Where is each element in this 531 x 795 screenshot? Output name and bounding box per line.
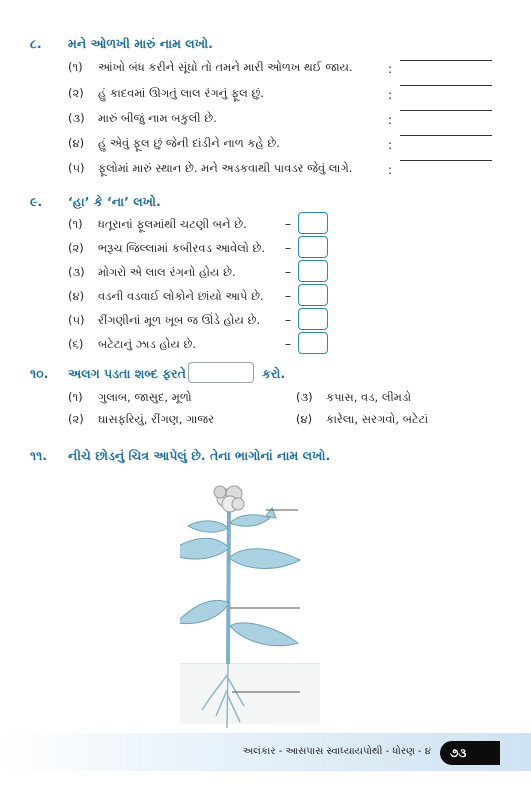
q8-item-2-colon: : [388,88,393,102]
q8-item-1 [68,60,353,75]
q9-item-4-text: વડની વડવાઈ લોકોને છાંયો આપે છે. [98,289,264,303]
q9-item-5 [68,313,260,328]
q8-item-5-index: (૫) [68,161,85,175]
q9-answer-box-1[interactable] [298,212,328,234]
q10-item-4-text: કારેલા, સરગવો, બટેટાં [326,412,429,426]
plant-stem [228,498,229,664]
q9-item-2-text: ભરૂચ જિલ્લામાં કબીરવડ આવેલો છે. [98,241,266,255]
q8-item-3-index: (૩) [68,111,85,125]
q9-item-5-dash: – [285,313,291,327]
q10-item-2-text: ઘાસફરિયું, રીંગણ, ગાજર [98,412,215,426]
q8-answer-line-4[interactable] [400,135,492,136]
q8-item-1-index: (૧) [68,60,83,74]
q8-item-5 [68,161,352,176]
q10-item-1-index: (૧) [68,390,83,404]
q11-title [30,448,330,464]
q8-item-1-colon: : [388,62,393,76]
q9-item-1-dash: – [285,217,291,231]
q9-item-6-index: (૬) [68,337,84,351]
q8-answer-line-1[interactable] [400,60,492,61]
q9-item-5-index: (૫) [68,313,85,327]
q9-item-3-index: (૩) [68,265,85,279]
q10-item-2[interactable] [68,412,214,427]
plant-diagram [180,478,320,736]
page-number: ૭૩ [440,741,500,765]
q8-number: ૮. [30,36,42,51]
q9-item-2 [68,241,265,256]
q8-answer-line-2[interactable] [400,85,492,86]
q11-number: ૧૧. [30,448,47,463]
q9-item-1-index: (૧) [68,217,83,231]
q10-item-3-text: કપાસ, વડ, લીમડો [326,390,412,404]
q8-item-4 [68,136,280,151]
q9-title [30,194,161,210]
q9-answer-box-3[interactable] [298,260,328,282]
q10-item-1[interactable] [68,390,192,405]
q10-number: ૧૦. [30,366,49,381]
q9-answer-box-6[interactable] [298,332,328,354]
q8-item-4-colon: : [388,138,393,152]
q9-answer-box-2[interactable] [298,236,328,258]
q8-item-4-index: (૪) [68,136,85,150]
q8-item-3-text: મારું બીજું નામ બકુલી છે. [98,111,217,125]
q8-item-4-text: હું એવું ફૂલ છું જેની દાંડીને નાળ કહે છે. [98,136,280,150]
q9-title-text: ‘હા’ કે ‘ના’ લખો. [68,194,161,209]
q9-item-2-index: (૨) [68,241,84,255]
q8-answer-line-3[interactable] [400,110,492,111]
q8-title [30,36,213,52]
q9-item-4-dash: – [285,289,291,303]
q9-item-3 [68,265,236,280]
q8-item-3-colon: : [388,113,393,127]
q8-item-1-text: આંખો બંધ કરીને સૂંઘો તો તમને મારી ઓળખ થઈ જાય. [98,60,353,74]
q11-title-text: નીચે છોડનું ચિત્ર આપેલું છે. તેના ભાગોનાં નામ લખો. [68,448,331,463]
q9-item-3-text: મોગરો એ લાલ રંગનો હોય છે. [98,265,236,279]
q9-item-1 [68,217,247,232]
q10-item-4-index: (૪) [296,412,313,426]
q8-item-5-text: ફૂલોમાં મારું સ્થાન છે. મને અડકવાથી પાવડર જેવું લાગે. [98,161,353,175]
q8-answer-line-5[interactable] [400,160,492,161]
plant-leaves [180,515,300,646]
q9-answer-box-4[interactable] [298,284,328,306]
q8-item-2-text: હું કાદવમાં ઊગતું લાલ રંગનું ફૂલ છું. [98,86,265,100]
q10-item-3-index: (૩) [296,390,313,404]
q9-number: ૯. [30,194,43,209]
q9-answer-box-5[interactable] [298,308,328,330]
q8-item-3 [68,111,217,126]
q10-title-before: અલગ પડતા શબ્દ ફરતે [68,366,186,381]
q10-circle-example-box [188,362,254,383]
q8-item-5-colon: : [388,163,393,177]
q9-item-6-dash: – [285,337,291,351]
q10-item-3[interactable] [296,390,411,405]
q9-item-3-dash: – [285,265,291,279]
q9-item-5-text: રીંગણીનાં મૂળ ખૂબ જ ઊંડે હોય છે. [98,313,261,327]
q10-item-4[interactable] [296,412,428,427]
q8-item-2-index: (૨) [68,86,84,100]
plant-flower [214,486,244,512]
q9-item-6 [68,337,196,352]
q9-item-6-text: બટેટાનું ઝાડ હોય છે. [98,337,197,351]
soil-area [180,664,320,724]
q9-item-4-index: (૪) [68,289,85,303]
q10-item-2-index: (૨) [68,412,84,426]
q10-item-1-text: ગુલાબ, જાસુદ, મૂળો [98,390,192,404]
q8-item-2 [68,86,264,101]
q9-item-2-dash: – [285,241,291,255]
footer-text: અલંકાર - આસપાસ સ્વાધ્યાયપોથી - ધોરણ - ૪ [242,746,431,757]
q9-item-1-text: ધતૂરાનાં ફૂલમાંથી ચટણી બને છે. [98,217,247,231]
q8-title-text: મને ઓળખી મારું નામ લખો. [68,36,213,51]
q9-item-4 [68,289,264,304]
q10-title-after: કરો. [262,366,286,381]
q10-title [30,366,186,382]
